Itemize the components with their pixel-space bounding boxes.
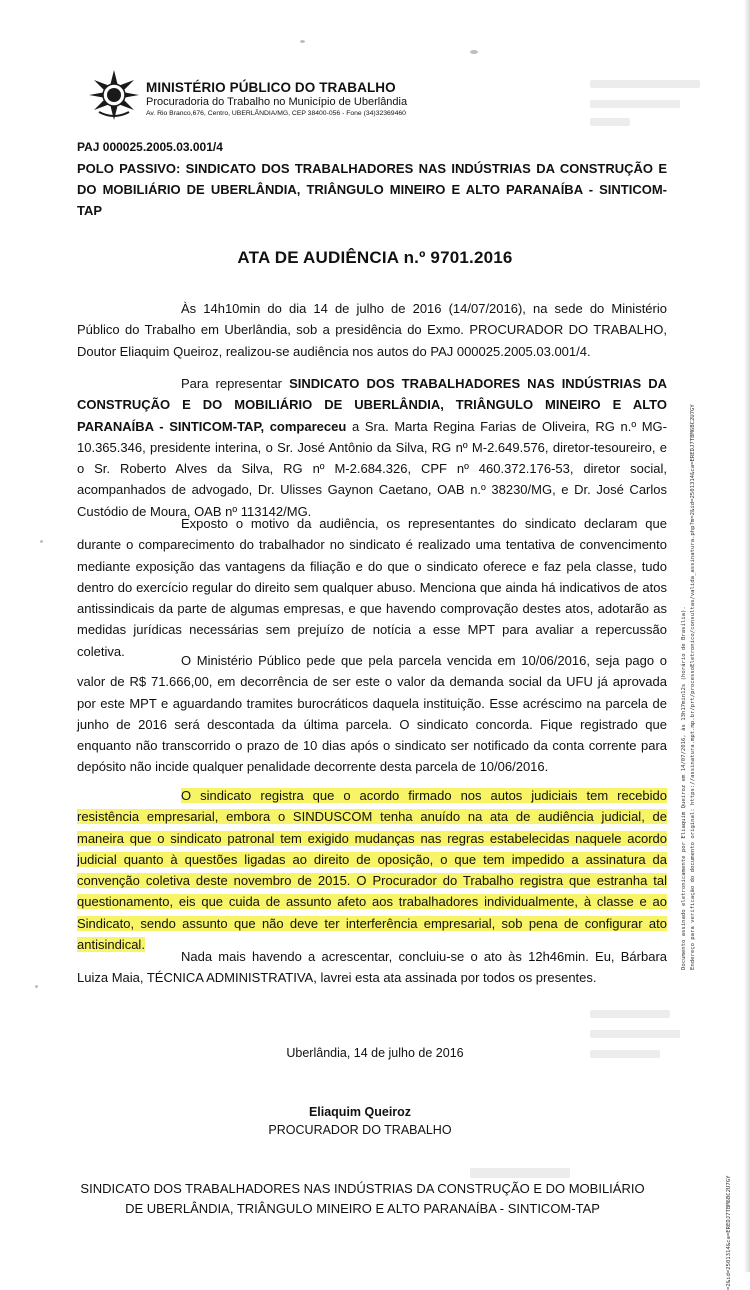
scan-speck bbox=[470, 50, 478, 54]
paragraph-closing: Nada mais havendo a acrescentar, concluiu-se o ato às 12h46min. Eu, Bárbara Luiza Maia, TÉCNICA ADMINISTRATIVA, lavrei esta ata assinada por todos os presentes. bbox=[77, 949, 667, 986]
scan-speck bbox=[35, 985, 38, 988]
bleed-through-mark bbox=[590, 100, 680, 108]
verification-line-2: Endereço para verificação do documento original: https://assinatura.mpt.mp.br/prt/processoEletronico/consultas/valida_assinatura.php?m=2&id=2501314&ca=EREDJ7TBM6BC2U7GY bbox=[690, 404, 696, 970]
paragraph-union-statement: Exposto o motivo da audiência, os representantes do sindicato declaram que durante o comparecimento do trabalhador no sindicato é realizado uma tentativa de convencimento mediante exposição das vantagens da filiação e do que o sindicato oferece e faz pela classe, tudo dentro do exercício regular do direito sem qualquer abuso. Menciona que ainda há indicativos de atos antissindicais da parte de algumas empresas, e que havendo comprovação destes atos, adotarão as medidas jurídicas necessárias sem prejuízo de notícia a esse MPT para avaliar a repercussão coletiva. bbox=[77, 516, 667, 659]
bleed-through-mark bbox=[590, 118, 630, 126]
org-address: Av. Rio Branco,676, Centro, UBERLÂNDIA/MG, CEP 38400-056 - Fone (34)32369460 bbox=[146, 110, 406, 117]
bleed-through-mark bbox=[590, 1010, 670, 1018]
scan-speck bbox=[40, 540, 43, 543]
paragraph-mpt-request: O Ministério Público pede que pela parcela vencida em 10/06/2016, seja pago o valor de R$ 71.666,00, em decorrência de ser este o valor da demanda social da UFU já aprovada por este MPT e aguardando tramites burocráticos daquela instituição. Esse acréscimo na parcela de junho de 2016 será descontada da última parcela. O sindicato concorda. Fique registrado que enquanto não transcorrido o prazo de 10 dias após o sindicato ser notificado da conta corrente para depósito não incide qualquer penalidade decorrente desta parcela de 10/06/2016. bbox=[77, 653, 667, 775]
paragraph-opening: Às 14h10min do dia 14 de julho de 2016 (14/07/2016), na sede do Ministério Público do Trabalho em Uberlândia, sob a presidência do Exmo. PROCURADOR DO TRABALHO, Doutor Eliaquim Queiroz, realizou-se audiência nos autos do PAJ 000025.2005.03.001/4. bbox=[77, 301, 667, 359]
org-name: MINISTÉRIO PÚBLICO DO TRABALHO bbox=[146, 80, 396, 95]
polo-passivo: POLO PASSIVO: SINDICATO DOS TRABALHADORES NAS INDÚSTRIAS DA CONSTRUÇÃO E DO MOBILIÁRIO DE UBERLÂNDIA, TRIÂNGULO MINEIRO E ALTO PARANAÍBA - SINTICOM-TAP bbox=[77, 161, 667, 218]
verification-line-1: Documento assinado eletronicamente por Eliaquim Queiroz em 14/07/2016, às 13h17min12s (horário de Brasília). bbox=[681, 606, 687, 970]
signatory-name: Eliaquim Queiroz bbox=[308, 1105, 412, 1119]
signatory-role: PROCURADOR DO TRABALHO bbox=[268, 1123, 452, 1137]
signature-verification-margin bbox=[680, 270, 708, 970]
letterhead bbox=[146, 80, 407, 117]
scan-speck bbox=[300, 40, 305, 43]
bleed-through-mark bbox=[470, 1168, 570, 1178]
verification-code-fragment: =2&id=2501314&ca=EREDJ7TBM6BC2U7GY bbox=[726, 1175, 732, 1290]
bleed-through-mark bbox=[590, 1030, 680, 1038]
highlighted-text: O sindicato registra que o acordo firmado nos autos judiciais tem recebido resistência empresarial, embora o SINDUSCOM tenha anuído na ata de audiência judicial, de maneira que o sindicato patronal tem exigido mudanças nas regras estabelecidas naquele acordo judicial quanto à questões ligadas ao direito de oposição, o que tem impedido a assinatura da convenção coletiva deste novembro de 2015. O Procurador do Trabalho registra que estranha tal questionamento, eis que cuida de assunto afeto aos trabalhadores individualmente, à classe e ao Sindicato, sendo assunto que não deve ter interferência empresarial, sob pena de configurar ato antisindical. bbox=[77, 788, 667, 953]
case-number: PAJ 000025.2005.03.001/4 bbox=[77, 140, 223, 154]
attendees-union-name: SINDICATO DOS TRABALHADORES NAS INDÚSTRIAS DA CONSTRUÇÃO E DO MOBILIÁRIO DE UBERLÂNDIA, TRIÂNGULO MINEIRO E ALTO PARANAÍBA - SINTICOM-TAP, compareceu bbox=[77, 376, 667, 434]
page-edge-shadow bbox=[744, 0, 750, 1272]
attendees-prefix: Para representar bbox=[181, 376, 290, 391]
paragraph-highlighted bbox=[77, 785, 667, 955]
org-subtitle: Procuradoria do Trabalho no Município de Uberlândia bbox=[146, 96, 408, 108]
paragraph-attendees bbox=[77, 373, 667, 522]
union-signature-block: SINDICATO DOS TRABALHADORES NAS INDÚSTRIAS DA CONSTRUÇÃO E DO MOBILIÁRIO DE UBERLÂNDIA, TRIÂNGULO MINEIRO E ALTO PARANAÍBA - SINTICOM-TAP bbox=[80, 1181, 645, 1216]
coat-of-arms-icon bbox=[87, 68, 141, 122]
bleed-through-mark bbox=[590, 80, 700, 88]
document-title: ATA DE AUDIÊNCIA n.º 9701.2016 bbox=[237, 248, 513, 267]
place-date: Uberlândia, 14 de julho de 2016 bbox=[286, 1046, 464, 1060]
attendees-list: a Sra. Marta Regina Farias de Oliveira, RG n.º MG-10.365.346, presidente interina, o Sr. José Antônio da Silva, RG nº M-2.649.576, diretor-tesoureiro, e o Sr. Roberto Alves da Silva, RG nº M-2.684.326, CPF nº 460.372.176-53, diretor social, acompanhados de advogado, Dr. Ulisses Gaynon Caetano, OAB n.º 38230/MG, e Dr. José Carlos Custódio de Moura, OAB nº 113142/MG. bbox=[77, 418, 668, 519]
